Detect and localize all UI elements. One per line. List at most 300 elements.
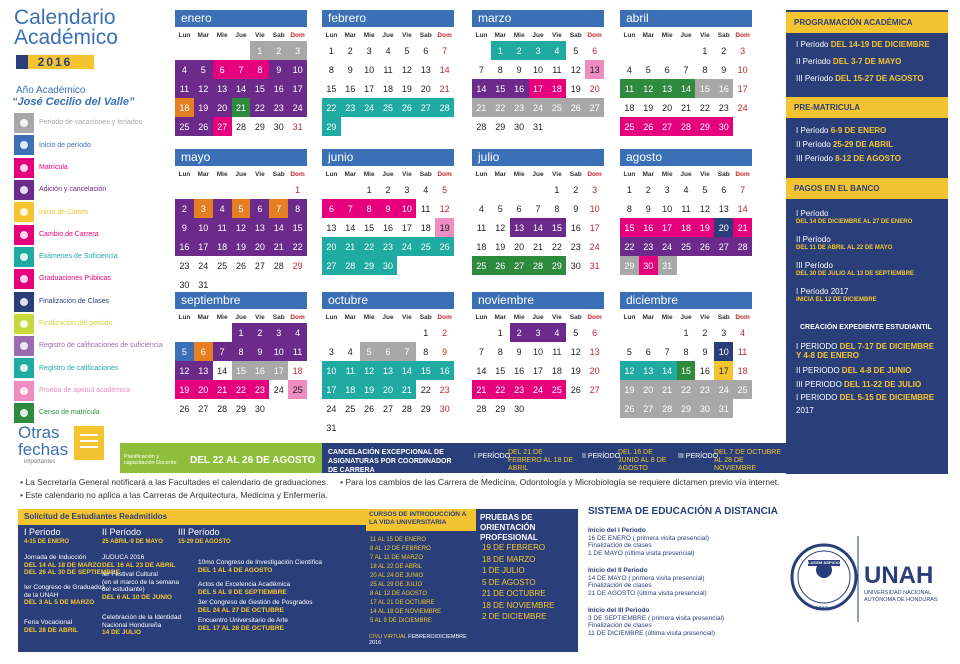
day-cell[interactable]: 7	[269, 199, 288, 218]
day-cell[interactable]: 2	[510, 41, 529, 60]
day-cell[interactable]: 22	[551, 241, 562, 252]
day-cell[interactable]: 10	[533, 346, 544, 357]
day-cell[interactable]: 13	[326, 222, 337, 233]
day-cell[interactable]: 3	[404, 184, 410, 195]
day-cell[interactable]: 2	[573, 184, 579, 195]
day-cell[interactable]: 16	[175, 237, 194, 256]
day-cell[interactable]: 20	[194, 380, 213, 399]
day-cell[interactable]: 7	[740, 184, 746, 195]
day-cell[interactable]: 4	[626, 64, 632, 75]
day-cell[interactable]: 9	[347, 64, 353, 75]
day-cell[interactable]: 17	[658, 218, 677, 237]
day-cell[interactable]: 1	[423, 327, 429, 338]
day-cell[interactable]: 23	[179, 260, 190, 271]
day-cell[interactable]: 14	[658, 361, 677, 380]
day-cell[interactable]: 16	[639, 218, 658, 237]
day-cell[interactable]: 12	[401, 64, 412, 75]
day-cell[interactable]: 29	[677, 399, 696, 418]
day-cell[interactable]: 28	[733, 237, 752, 256]
day-cell[interactable]: 18	[213, 237, 232, 256]
day-cell[interactable]: 11	[175, 79, 194, 98]
day-cell[interactable]: 15	[288, 218, 307, 237]
day-cell[interactable]: 13	[194, 361, 213, 380]
day-cell[interactable]: 3	[328, 346, 334, 357]
day-cell[interactable]: 24	[360, 98, 379, 117]
day-cell[interactable]: 25	[733, 380, 752, 399]
day-cell[interactable]: 10	[322, 361, 341, 380]
day-cell[interactable]: 30	[254, 403, 265, 414]
day-cell[interactable]: 8	[683, 346, 689, 357]
day-cell[interactable]: 21	[658, 380, 677, 399]
day-cell[interactable]: 4	[213, 199, 232, 218]
day-cell[interactable]: 20	[662, 102, 673, 113]
day-cell[interactable]: 28	[273, 260, 284, 271]
day-cell[interactable]: 16	[345, 83, 356, 94]
day-cell[interactable]: 8	[554, 203, 560, 214]
day-cell[interactable]: 8	[626, 203, 632, 214]
day-cell[interactable]: 23	[439, 384, 450, 395]
day-cell[interactable]: 31	[326, 422, 337, 433]
day-cell[interactable]: 30	[273, 121, 284, 132]
day-cell[interactable]: 26	[179, 403, 190, 414]
day-cell[interactable]: 12	[495, 222, 506, 233]
day-cell[interactable]: 1	[683, 327, 689, 338]
day-cell[interactable]: 19	[643, 102, 654, 113]
day-cell[interactable]: 12	[570, 64, 581, 75]
day-cell[interactable]: 4	[423, 184, 429, 195]
day-cell[interactable]: 17	[322, 380, 341, 399]
day-cell[interactable]: 3	[194, 199, 213, 218]
day-cell[interactable]: 24	[288, 98, 307, 117]
day-cell[interactable]: 19	[695, 218, 714, 237]
day-cell[interactable]: 17	[288, 79, 307, 98]
day-cell[interactable]: 9	[702, 346, 708, 357]
day-cell[interactable]: 10	[589, 203, 600, 214]
day-cell[interactable]: 9	[250, 342, 269, 361]
day-cell[interactable]: 12	[232, 218, 251, 237]
day-cell[interactable]: 19	[570, 83, 581, 94]
day-cell[interactable]: 4	[683, 184, 689, 195]
day-cell[interactable]: 27	[639, 399, 658, 418]
day-cell[interactable]: 29	[620, 256, 639, 275]
day-cell[interactable]: 22	[420, 384, 431, 395]
day-cell[interactable]: 24	[326, 403, 337, 414]
day-cell[interactable]: 16	[514, 365, 525, 376]
day-cell[interactable]: 27	[416, 98, 435, 117]
day-cell[interactable]: 5	[404, 45, 410, 56]
day-cell[interactable]: 1	[328, 45, 334, 56]
day-cell[interactable]: 27	[589, 384, 600, 395]
day-cell[interactable]: 13	[510, 218, 529, 237]
day-cell[interactable]: 28	[677, 117, 696, 136]
day-cell[interactable]: 17	[589, 222, 600, 233]
day-cell[interactable]: 19	[620, 380, 639, 399]
day-cell[interactable]: 11	[681, 203, 691, 214]
day-cell[interactable]: 22	[360, 237, 379, 256]
day-cell[interactable]: 24	[397, 237, 416, 256]
day-cell[interactable]: 8	[328, 64, 334, 75]
day-cell[interactable]: 19	[570, 365, 581, 376]
day-cell[interactable]: 21	[733, 218, 752, 237]
day-cell[interactable]: 30	[514, 121, 525, 132]
day-cell[interactable]: 4	[740, 327, 746, 338]
day-cell[interactable]: 14	[737, 203, 748, 214]
day-cell[interactable]: 26	[491, 256, 510, 275]
day-cell[interactable]: 23	[570, 241, 581, 252]
day-cell[interactable]: 18	[547, 79, 566, 98]
day-cell[interactable]: 12	[194, 79, 213, 98]
day-cell[interactable]: 3	[664, 184, 670, 195]
day-cell[interactable]: 21	[472, 98, 491, 117]
day-cell[interactable]: 11	[213, 218, 232, 237]
day-cell[interactable]: 4	[175, 60, 194, 79]
day-cell[interactable]: 13	[379, 361, 398, 380]
day-cell[interactable]: 27	[322, 256, 341, 275]
day-cell[interactable]: 24	[198, 260, 209, 271]
day-cell[interactable]: 28	[476, 121, 487, 132]
day-cell[interactable]: 18	[677, 218, 696, 237]
day-cell[interactable]: 10	[288, 60, 307, 79]
day-cell[interactable]: 13	[639, 361, 658, 380]
day-cell[interactable]: 1	[702, 45, 708, 56]
day-cell[interactable]: 7	[664, 346, 670, 357]
day-cell[interactable]: 2	[269, 41, 288, 60]
day-cell[interactable]: 10	[194, 218, 213, 237]
day-cell[interactable]: 28	[217, 403, 228, 414]
day-cell[interactable]: 18	[292, 365, 303, 376]
day-cell[interactable]: 30	[695, 399, 714, 418]
day-cell[interactable]: 20	[250, 237, 269, 256]
day-cell[interactable]: 10	[533, 64, 544, 75]
day-cell[interactable]: 29	[360, 256, 379, 275]
day-cell[interactable]: 31	[533, 121, 544, 132]
day-cell[interactable]: 21	[533, 241, 544, 252]
day-cell[interactable]: 19	[495, 241, 506, 252]
day-cell[interactable]: 8	[232, 342, 251, 361]
day-cell[interactable]: 18	[341, 380, 360, 399]
day-cell[interactable]: 20	[213, 98, 232, 117]
day-cell[interactable]: 18	[476, 241, 487, 252]
day-cell[interactable]: 3	[269, 323, 288, 342]
day-cell[interactable]: 12	[175, 361, 194, 380]
day-cell[interactable]: 10	[397, 199, 416, 218]
day-cell[interactable]: 9	[721, 64, 727, 75]
day-cell[interactable]: 29	[292, 260, 303, 271]
day-cell[interactable]: 15	[326, 83, 337, 94]
day-cell[interactable]: 11	[383, 64, 393, 75]
day-cell[interactable]: 14	[529, 218, 548, 237]
day-cell[interactable]: 4	[547, 323, 566, 342]
day-cell[interactable]: 7	[535, 203, 541, 214]
day-cell[interactable]: 22	[699, 102, 710, 113]
day-cell[interactable]: 2	[442, 327, 448, 338]
day-cell[interactable]: 19	[360, 380, 379, 399]
day-cell[interactable]: 3	[366, 45, 372, 56]
day-cell[interactable]: 30	[439, 403, 450, 414]
day-cell[interactable]: 9	[645, 203, 651, 214]
day-cell[interactable]: 26	[397, 98, 416, 117]
day-cell[interactable]: 14	[677, 79, 696, 98]
day-cell[interactable]: 14	[269, 218, 288, 237]
day-cell[interactable]: 6	[423, 45, 429, 56]
day-cell[interactable]: 11	[552, 64, 562, 75]
day-cell[interactable]: 7	[442, 45, 448, 56]
day-cell[interactable]: 4	[385, 45, 391, 56]
day-cell[interactable]: 7	[683, 64, 689, 75]
day-cell[interactable]: 30	[179, 279, 190, 290]
day-cell[interactable]: 31	[658, 256, 677, 275]
day-cell[interactable]: 28	[529, 256, 548, 275]
day-cell[interactable]: 22	[491, 98, 510, 117]
day-cell[interactable]: 22	[620, 237, 639, 256]
day-cell[interactable]: 15	[677, 361, 696, 380]
day-cell[interactable]: 26	[194, 117, 213, 136]
day-cell[interactable]: 6	[721, 184, 727, 195]
day-cell[interactable]: 2	[510, 323, 529, 342]
day-cell[interactable]: 11	[421, 203, 431, 214]
day-cell[interactable]: 12	[360, 361, 379, 380]
day-cell[interactable]: 27	[254, 260, 265, 271]
day-cell[interactable]: 21	[397, 380, 416, 399]
day-cell[interactable]: 18	[383, 83, 394, 94]
day-cell[interactable]: 3	[529, 41, 548, 60]
day-cell[interactable]: 5	[175, 342, 194, 361]
day-cell[interactable]: 28	[658, 399, 677, 418]
day-cell[interactable]: 5	[573, 45, 579, 56]
day-cell[interactable]: 25	[472, 256, 491, 275]
day-cell[interactable]: 6	[516, 203, 522, 214]
day-cell[interactable]: 6	[194, 342, 213, 361]
day-cell[interactable]: 20	[322, 237, 341, 256]
day-cell[interactable]: 1	[491, 41, 510, 60]
day-cell[interactable]: 21	[681, 102, 692, 113]
day-cell[interactable]: 15	[620, 218, 639, 237]
day-cell[interactable]: 26	[639, 117, 658, 136]
day-cell[interactable]: 1	[366, 184, 372, 195]
day-cell[interactable]: 6	[592, 327, 598, 338]
day-cell[interactable]: 8	[423, 346, 429, 357]
day-cell[interactable]: 7	[397, 342, 416, 361]
day-cell[interactable]: 27	[213, 117, 232, 136]
day-cell[interactable]: 2	[347, 45, 353, 56]
day-cell[interactable]: 30	[714, 117, 733, 136]
day-cell[interactable]: 10	[662, 203, 673, 214]
day-cell[interactable]: 6	[213, 60, 232, 79]
day-cell[interactable]: 17	[529, 79, 548, 98]
day-cell[interactable]: 21	[472, 380, 491, 399]
day-cell[interactable]: 6	[250, 199, 269, 218]
day-cell[interactable]: 21	[439, 83, 450, 94]
day-cell[interactable]: 11	[341, 361, 360, 380]
day-cell[interactable]: 24	[273, 384, 284, 395]
day-cell[interactable]: 1	[554, 184, 560, 195]
day-cell[interactable]: 5	[232, 199, 251, 218]
day-cell[interactable]: 14	[472, 79, 491, 98]
day-cell[interactable]: 14	[232, 79, 251, 98]
day-cell[interactable]: 22	[288, 237, 307, 256]
day-cell[interactable]: 19	[194, 98, 213, 117]
day-cell[interactable]: 2	[175, 199, 194, 218]
day-cell[interactable]: 12	[439, 203, 450, 214]
day-cell[interactable]: 9	[516, 64, 522, 75]
day-cell[interactable]: 13	[589, 346, 600, 357]
day-cell[interactable]: 7	[232, 60, 251, 79]
day-cell[interactable]: 8	[360, 199, 379, 218]
day-cell[interactable]: 23	[269, 98, 288, 117]
day-cell[interactable]: 25	[288, 380, 307, 399]
day-cell[interactable]: 26	[236, 260, 247, 271]
day-cell[interactable]: 10	[714, 342, 733, 361]
day-cell[interactable]: 18	[551, 365, 562, 376]
day-cell[interactable]: 15	[416, 361, 435, 380]
day-cell[interactable]: 13	[213, 79, 232, 98]
day-cell[interactable]: 21	[269, 237, 288, 256]
day-cell[interactable]: 15	[250, 79, 269, 98]
day-cell[interactable]: 13	[250, 218, 269, 237]
day-cell[interactable]: 22	[322, 98, 341, 117]
day-cell[interactable]: 2	[702, 327, 708, 338]
day-cell[interactable]: 9	[379, 199, 398, 218]
day-cell[interactable]: 2	[385, 184, 391, 195]
day-cell[interactable]: 18	[175, 98, 194, 117]
day-cell[interactable]: 10	[364, 64, 375, 75]
day-cell[interactable]: 29	[495, 121, 506, 132]
day-cell[interactable]: 28	[236, 121, 247, 132]
day-cell[interactable]: 24	[529, 98, 548, 117]
day-cell[interactable]: 29	[495, 403, 506, 414]
day-cell[interactable]: 16	[714, 79, 733, 98]
day-cell[interactable]: 21	[213, 380, 232, 399]
day-cell[interactable]: 29	[322, 117, 341, 136]
day-cell[interactable]: 17	[401, 222, 412, 233]
day-cell[interactable]: 12	[620, 361, 639, 380]
day-cell[interactable]: 20	[379, 380, 398, 399]
day-cell[interactable]: 19	[401, 83, 412, 94]
day-cell[interactable]: 12	[570, 346, 581, 357]
day-cell[interactable]: 24	[737, 102, 748, 113]
day-cell[interactable]: 27	[658, 117, 677, 136]
day-cell[interactable]: 16	[435, 361, 454, 380]
day-cell[interactable]: 30	[639, 256, 658, 275]
day-cell[interactable]: 29	[547, 256, 566, 275]
day-cell[interactable]: 9	[573, 203, 579, 214]
day-cell[interactable]: 24	[529, 380, 548, 399]
day-cell[interactable]: 3	[740, 45, 746, 56]
day-cell[interactable]: 1	[626, 184, 632, 195]
day-cell[interactable]: 5	[645, 64, 651, 75]
day-cell[interactable]: 25	[547, 380, 566, 399]
day-cell[interactable]: 22	[250, 98, 269, 117]
day-cell[interactable]: 19	[175, 380, 194, 399]
day-cell[interactable]: 25	[345, 403, 356, 414]
day-cell[interactable]: 23	[510, 380, 529, 399]
day-cell[interactable]: 16	[383, 222, 394, 233]
day-cell[interactable]: 24	[589, 241, 600, 252]
day-cell[interactable]: 26	[435, 237, 454, 256]
day-cell[interactable]: 15	[495, 365, 506, 376]
day-cell[interactable]: 20	[589, 365, 600, 376]
day-cell[interactable]: 29	[236, 403, 247, 414]
day-cell[interactable]: 20	[639, 380, 658, 399]
day-cell[interactable]: 25	[217, 260, 228, 271]
day-cell[interactable]: 5	[194, 60, 213, 79]
day-cell[interactable]: 11	[552, 346, 562, 357]
day-cell[interactable]: 18	[420, 222, 431, 233]
day-cell[interactable]: 3	[529, 323, 548, 342]
day-cell[interactable]: 6	[379, 342, 398, 361]
day-cell[interactable]: 25	[175, 117, 194, 136]
day-cell[interactable]: 10	[737, 64, 748, 75]
day-cell[interactable]: 19	[435, 218, 454, 237]
day-cell[interactable]: 9	[269, 60, 288, 79]
day-cell[interactable]: 1	[295, 184, 301, 195]
day-cell[interactable]: 15	[547, 218, 566, 237]
day-cell[interactable]: 1	[232, 323, 251, 342]
day-cell[interactable]: 26	[570, 384, 581, 395]
day-cell[interactable]: 15	[695, 79, 714, 98]
day-cell[interactable]: 8	[288, 199, 307, 218]
day-cell[interactable]: 8	[497, 346, 503, 357]
day-cell[interactable]: 4	[478, 203, 484, 214]
day-cell[interactable]: 22	[232, 380, 251, 399]
day-cell[interactable]: 28	[401, 403, 412, 414]
day-cell[interactable]: 31	[198, 279, 209, 290]
day-cell[interactable]: 28	[435, 98, 454, 117]
day-cell[interactable]: 8	[250, 60, 269, 79]
day-cell[interactable]: 17	[364, 83, 375, 94]
day-cell[interactable]: 5	[573, 327, 579, 338]
day-cell[interactable]: 22	[491, 380, 510, 399]
day-cell[interactable]: 9	[516, 346, 522, 357]
day-cell[interactable]: 13	[718, 203, 729, 214]
day-cell[interactable]: 27	[510, 256, 529, 275]
day-cell[interactable]: 2	[721, 45, 727, 56]
day-cell[interactable]: 1	[250, 41, 269, 60]
day-cell[interactable]: 27	[585, 98, 604, 117]
day-cell[interactable]: 14	[397, 361, 416, 380]
day-cell[interactable]: 14	[345, 222, 356, 233]
day-cell[interactable]: 16	[570, 222, 581, 233]
day-cell[interactable]: 30	[514, 403, 525, 414]
day-cell[interactable]: 31	[292, 121, 303, 132]
day-cell[interactable]: 16	[699, 365, 710, 376]
day-cell[interactable]: 7	[213, 342, 232, 361]
day-cell[interactable]: 25	[677, 237, 696, 256]
day-cell[interactable]: 23	[510, 98, 529, 117]
day-cell[interactable]: 3	[721, 327, 727, 338]
day-cell[interactable]: 13	[585, 60, 604, 79]
day-cell[interactable]: 23	[341, 98, 360, 117]
day-cell[interactable]: 3	[288, 41, 307, 60]
day-cell[interactable]: 5	[626, 346, 632, 357]
day-cell[interactable]: 16	[250, 361, 269, 380]
day-cell[interactable]: 29	[695, 117, 714, 136]
day-cell[interactable]: 13	[420, 64, 431, 75]
day-cell[interactable]: 19	[232, 237, 251, 256]
day-cell[interactable]: 11	[476, 222, 487, 233]
day-cell[interactable]: 8	[702, 64, 708, 75]
day-cell[interactable]: 29	[254, 121, 265, 132]
day-cell[interactable]: 23	[718, 102, 729, 113]
day-cell[interactable]: 1	[497, 327, 503, 338]
day-cell[interactable]: 17	[194, 237, 213, 256]
day-cell[interactable]: 24	[658, 237, 677, 256]
day-cell[interactable]: 15	[491, 79, 510, 98]
day-cell[interactable]: 17	[737, 83, 748, 94]
day-cell[interactable]: 21	[341, 237, 360, 256]
day-cell[interactable]: 13	[658, 79, 677, 98]
day-cell[interactable]: 23	[250, 380, 269, 399]
